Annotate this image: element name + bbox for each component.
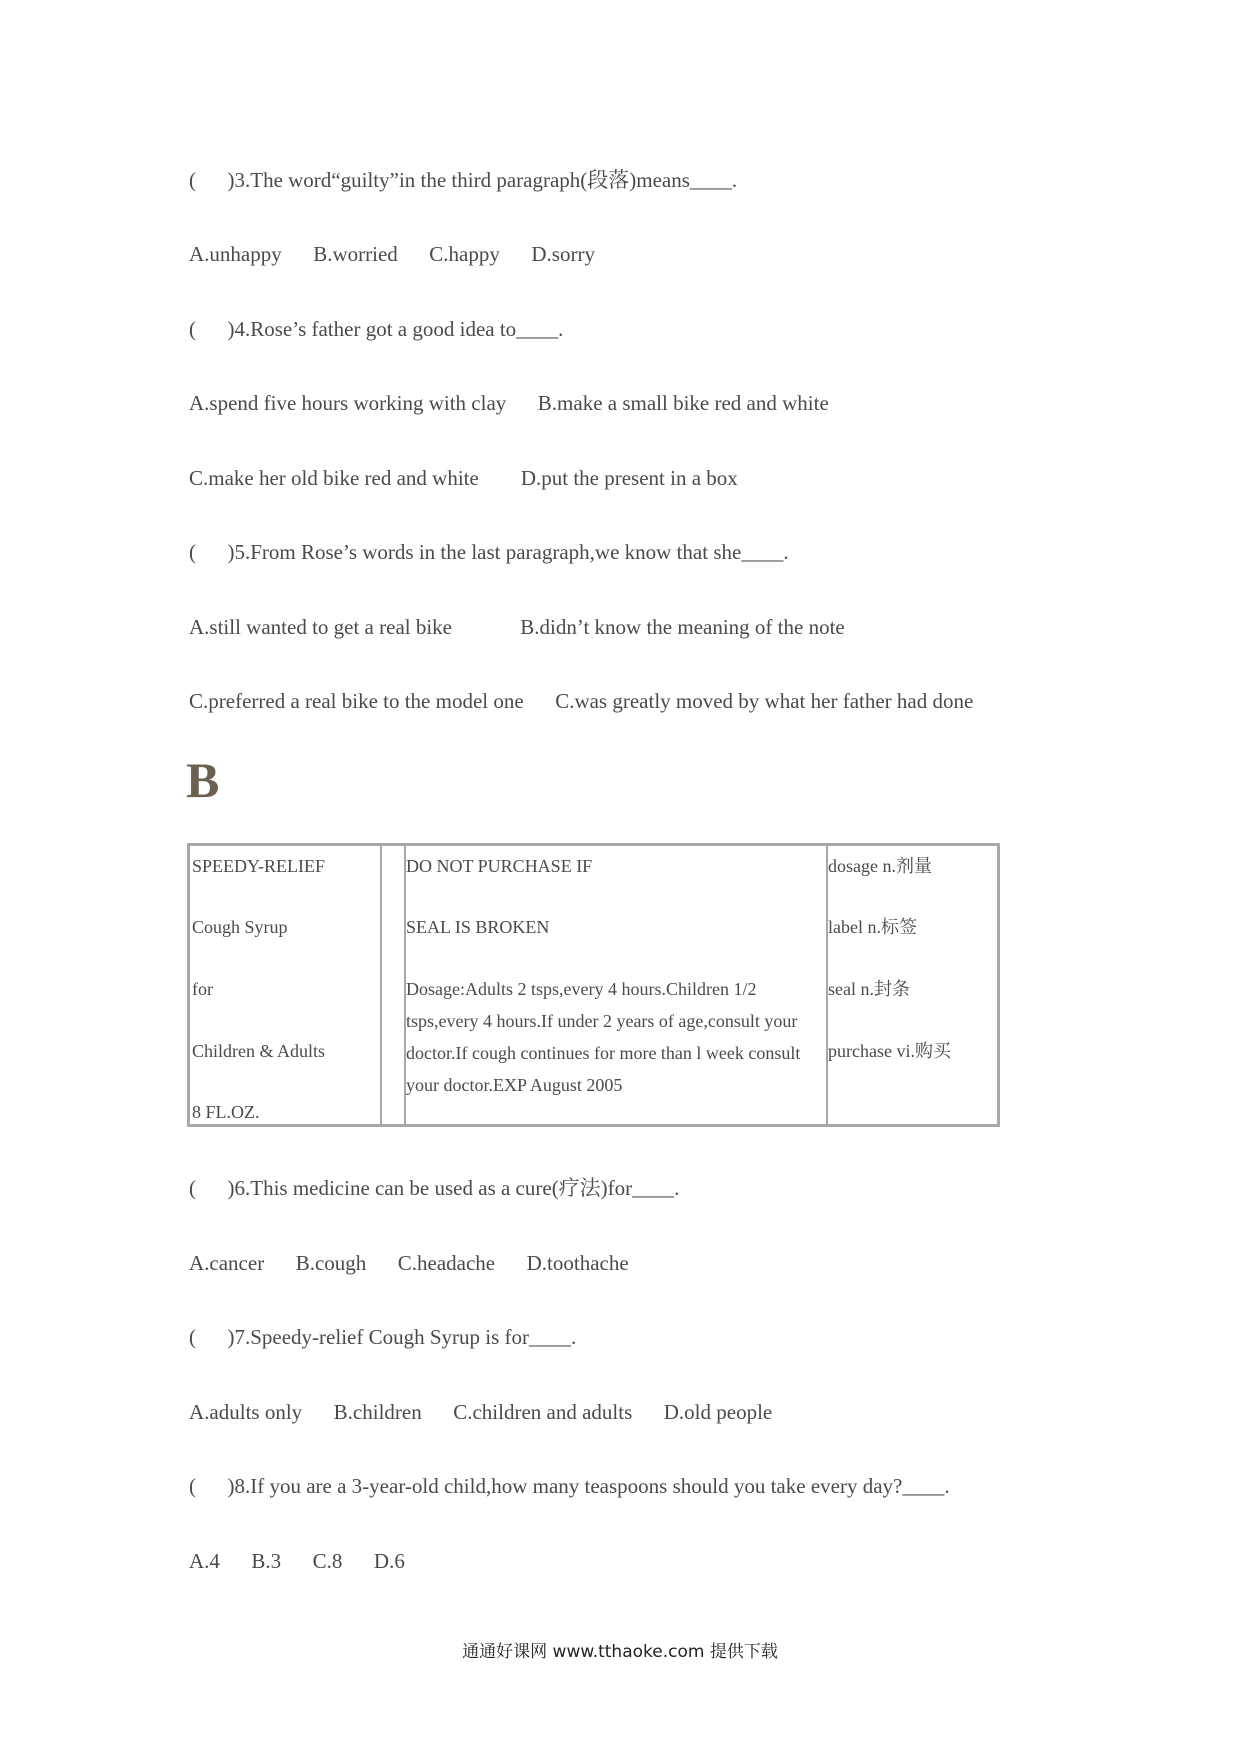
question-5-options-line-1: A.still wanted to get a real bike B.didn’t know the meaning of the note: [189, 615, 845, 639]
question-7-stem: ( )7.Speedy-relief Cough Syrup is for____.: [189, 1325, 577, 1349]
table-divider: [380, 846, 382, 1124]
label-line-audience: Children & Adults: [192, 1041, 326, 1061]
question-6-stem: ( )6.This medicine can be used as a cure(疗法)for____.: [189, 1176, 680, 1200]
question-4-options-line-1: A.spend five hours working with clay B.make a small bike red and white: [189, 391, 829, 415]
section-b-heading: B: [186, 752, 220, 808]
glossary-purchase: purchase vi.购买: [828, 1041, 951, 1061]
question-5-stem: ( )5.From Rose’s words in the last paragraph,we know that she____.: [189, 540, 789, 564]
label-line-volume: 8 FL.OZ.: [192, 1102, 260, 1122]
label-line-product-type: Cough Syrup: [192, 917, 288, 937]
question-5-options-line-2: C.preferred a real bike to the model one C.was greatly moved by what her father had done: [189, 689, 974, 713]
footer-source-text: 通通好课网 www.tthaoke.com 提供下载: [462, 1642, 778, 1662]
medicine-label-table: [187, 843, 1000, 1127]
glossary-label: label n.标签: [828, 917, 917, 937]
question-8-stem: ( )8.If you are a 3-year-old child,how many teaspoons should you take every day?____.: [189, 1474, 950, 1498]
question-4-options-line-2: C.make her old bike red and white D.put the present in a box: [189, 466, 738, 490]
question-4-stem: ( )4.Rose’s father got a good idea to____.: [189, 317, 564, 341]
question-6-options: A.cancer B.cough C.headache D.toothache: [189, 1251, 629, 1275]
question-3-options: A.unhappy B.worried C.happy D.sorry: [189, 242, 595, 266]
glossary-dosage: dosage n.剂量: [828, 856, 932, 876]
question-3-stem: ( )3.The word“guilty”in the third paragraph(段落)means____.: [189, 168, 738, 192]
label-line-for: for: [192, 979, 213, 999]
label-warning-line-1: DO NOT PURCHASE IF: [406, 856, 593, 876]
question-7-options: A.adults only B.children C.children and adults D.old people: [189, 1400, 773, 1424]
question-8-options: A.4 B.3 C.8 D.6: [189, 1549, 405, 1573]
glossary-seal: seal n.封条: [828, 979, 910, 999]
label-warning-line-2: SEAL IS BROKEN: [406, 917, 550, 937]
label-line-product-name: SPEEDY-RELIEF: [192, 856, 326, 876]
label-dosage-instructions: Dosage:Adults 2 tsps,every 4 hours.Children 1/2 tsps,every 4 hours.If under 2 years of age,consult your doctor.If cough continues for more than l week consult your doctor.EXP August 2005: [406, 979, 801, 1095]
